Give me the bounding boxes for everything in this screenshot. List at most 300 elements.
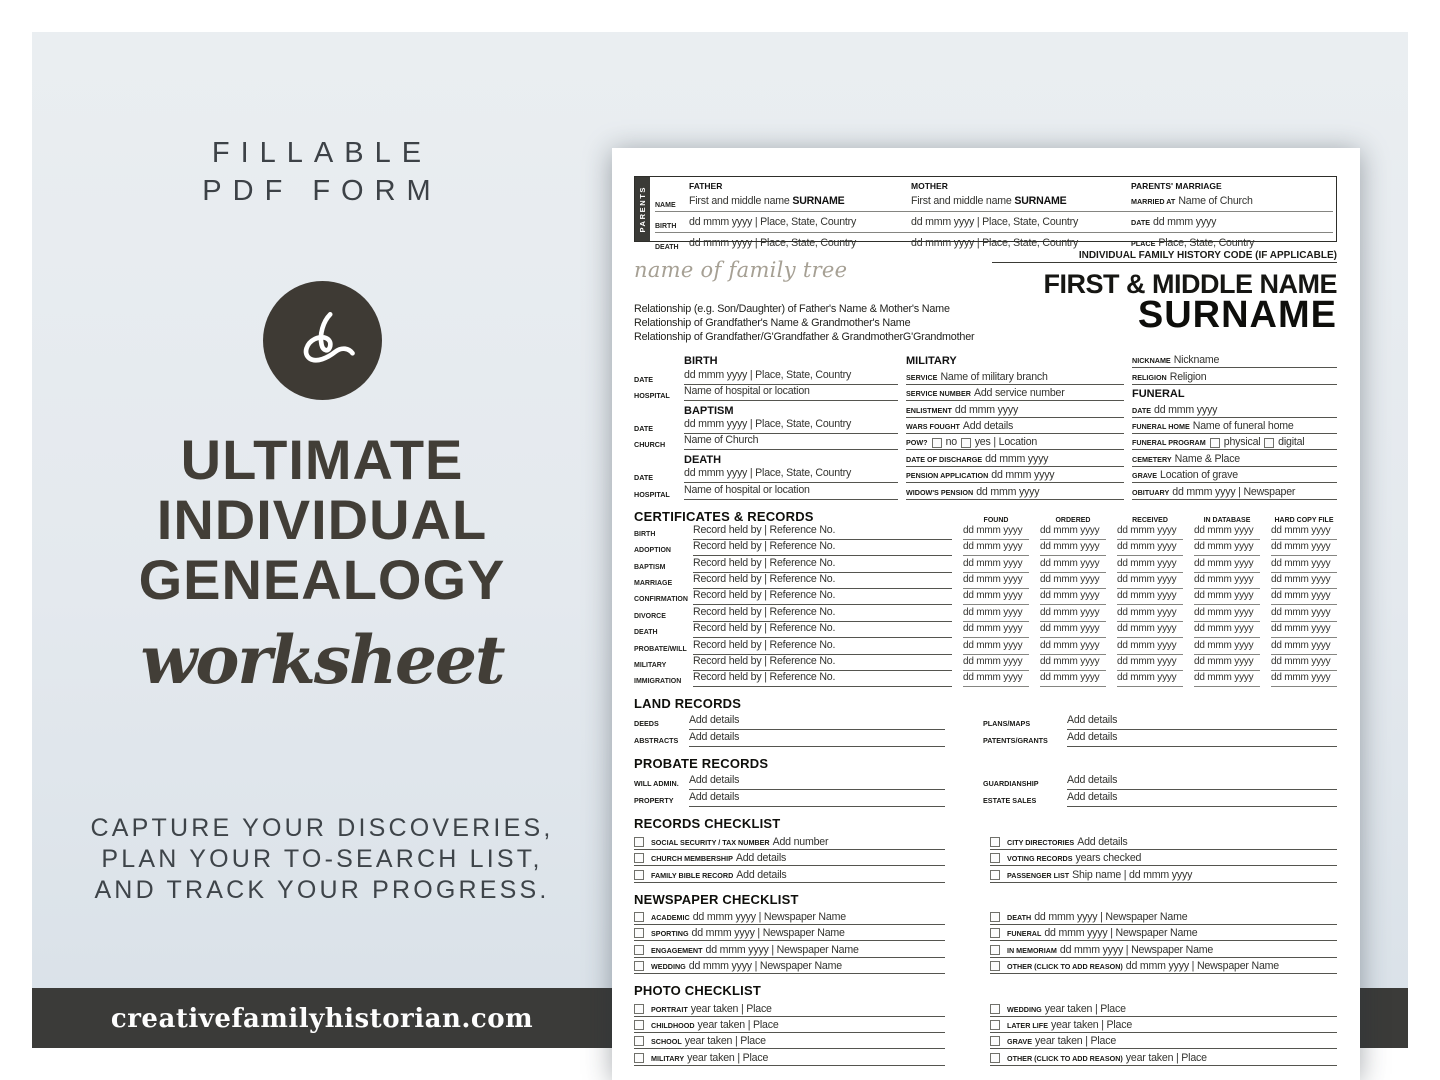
- checkbox[interactable]: [990, 853, 1000, 863]
- text-line: FILLABLE: [211, 137, 433, 169]
- family-tree-name-field[interactable]: name of family tree: [634, 258, 848, 282]
- mother-death-field[interactable]: [911, 233, 1131, 251]
- field-value: Add details: [962, 419, 1014, 432]
- field-label: ESTATE SALES: [983, 796, 1037, 806]
- field-value: dd mmm yyyy: [1040, 639, 1100, 651]
- field-value: dd mmm yyyy: [963, 557, 1023, 569]
- column-header-mother: MOTHER: [911, 181, 948, 191]
- checkbox[interactable]: [990, 945, 1000, 955]
- field-value: Record held by | Reference No.: [693, 589, 836, 602]
- field-label: POW?: [906, 438, 928, 448]
- field-label: GRAVE: [1132, 471, 1158, 481]
- mother-birth-field[interactable]: [911, 212, 1131, 230]
- checklist-row[interactable]: [990, 909, 1337, 925]
- field-label: NICKNAME: [1132, 356, 1171, 366]
- field-value: Add details: [1067, 731, 1118, 744]
- field-line[interactable]: [1132, 418, 1337, 434]
- section-subheader: FUNERAL: [1132, 388, 1185, 401]
- field-value: dd mmm yyyy: [1040, 606, 1100, 618]
- record-holder-field[interactable]: [693, 667, 952, 687]
- form-field-row: [634, 730, 945, 747]
- field-label: ENLISTMENT: [906, 405, 952, 415]
- checkbox[interactable]: [990, 837, 1000, 847]
- field-value: Record held by | Reference No.: [693, 638, 836, 651]
- field-value: dd mmm yyyy: [1194, 672, 1254, 684]
- record-type-label: PROBATE/WILL: [634, 645, 687, 653]
- checklist-row[interactable]: [990, 850, 1337, 866]
- field-label: OTHER (CLICK TO ADD REASON): [1007, 1053, 1123, 1063]
- field-label: DATE: [634, 473, 654, 483]
- parents-table-body: [650, 177, 1336, 251]
- field-line[interactable]: [906, 401, 1124, 417]
- field-value: year taken | Place: [684, 1035, 766, 1048]
- field-value-bold: SURNAME: [1014, 195, 1067, 207]
- field-value: dd mmm yyyy: [963, 672, 1023, 684]
- checklist-row[interactable]: [634, 1017, 945, 1033]
- field-value: dd mmm yyyy: [1117, 557, 1177, 569]
- field-value: dd mmm yyyy: [1271, 656, 1331, 668]
- text-line: INDIVIDUAL: [156, 488, 488, 551]
- acrobat-loop-glyph: [287, 305, 359, 377]
- website-url[interactable]: creativefamilyhistorian.com: [110, 1004, 534, 1034]
- field-value: Record held by | Reference No.: [693, 573, 836, 586]
- field-value: dd mmm yyyy | Newspaper Name: [1034, 910, 1188, 923]
- field-line[interactable]: [906, 483, 1124, 499]
- field-label: DATE: [1132, 405, 1152, 415]
- field-line[interactable]: [906, 385, 1124, 401]
- checkbox[interactable]: [634, 1053, 644, 1063]
- marriage-place-field[interactable]: [1131, 233, 1333, 251]
- field-value: dd mmm yyyy: [1117, 590, 1177, 602]
- checklist-row[interactable]: [634, 909, 945, 925]
- field-label: DATE: [1131, 218, 1151, 227]
- field-value: year taken | Place: [1125, 1051, 1207, 1064]
- field-label: CHURCH: [634, 440, 666, 450]
- section-subheader: BAPTISM: [684, 404, 734, 417]
- checklist-row[interactable]: [990, 958, 1337, 974]
- checkbox[interactable]: [990, 1036, 1000, 1046]
- field-label: DATE OF DISCHARGE: [906, 454, 983, 464]
- field-value: digital: [1278, 436, 1308, 449]
- certificate-row: [634, 671, 1337, 687]
- field-label: ABSTRACTS: [634, 736, 679, 746]
- mother-name-field[interactable]: [911, 191, 1131, 209]
- form-header: [634, 250, 1337, 348]
- field-value: Name & Place: [1174, 452, 1240, 465]
- certificates-rows: [634, 524, 1337, 688]
- checklist-row[interactable]: [990, 941, 1337, 957]
- field-line[interactable]: [684, 467, 898, 483]
- section-title: NEWSPAPER CHECKLIST: [634, 891, 799, 907]
- married-at-field[interactable]: [1131, 191, 1333, 209]
- field-label: FUNERAL: [1007, 929, 1042, 939]
- form-field-row: [983, 730, 1337, 747]
- field-line[interactable]: [1067, 727, 1337, 747]
- field-label: HOSPITAL: [634, 391, 670, 401]
- parents-table: [634, 176, 1337, 251]
- field-label: PATENTS/GRANTS: [983, 736, 1048, 746]
- field-value: | Location: [993, 436, 1038, 449]
- field-label: CITY DIRECTORIES: [1007, 837, 1075, 847]
- field-value: year taken | Place: [690, 1002, 772, 1015]
- records-checklist-section: [634, 833, 1337, 882]
- field-label: IN MEMORIAM: [1007, 945, 1057, 955]
- field-value: dd mmm yyyy | Newspaper Name: [691, 927, 845, 940]
- field-value: Religion: [1169, 370, 1207, 383]
- text-line: PDF FORM: [202, 175, 442, 207]
- field-label: SOCIAL SECURITY / TAX NUMBER: [651, 837, 770, 847]
- field-value: dd mmm yyyy: [976, 485, 1040, 498]
- field-line[interactable]: [1132, 483, 1337, 499]
- checkbox[interactable]: [990, 912, 1000, 922]
- column-header: IN DATABASE: [1203, 516, 1251, 524]
- form-field-row: [634, 790, 945, 807]
- checkbox[interactable]: [990, 1004, 1000, 1014]
- checklist-row[interactable]: [634, 1033, 945, 1049]
- field-line[interactable]: [684, 418, 898, 434]
- field-value: dd mmm yyyy: [1271, 557, 1331, 569]
- checkbox[interactable]: [634, 1036, 644, 1046]
- form-field-row: [634, 418, 898, 434]
- photo-checklist-section: [634, 1000, 1337, 1066]
- form-field-row: [634, 483, 898, 499]
- checklist-row[interactable]: [634, 958, 945, 974]
- marriage-date-field[interactable]: [1131, 212, 1333, 230]
- field-value: dd mmm yyyy: [1117, 672, 1177, 684]
- field-value: dd mmm yyyy: [1040, 574, 1100, 586]
- field-value: year taken | Place: [687, 1051, 769, 1064]
- field-value: Record held by | Reference No.: [693, 556, 836, 569]
- field-value: dd mmm yyyy | Newspaper Name: [688, 960, 842, 973]
- field-line[interactable]: [689, 727, 945, 747]
- father-birth-field[interactable]: [689, 212, 911, 230]
- field-label: GRAVE: [1007, 1037, 1033, 1047]
- text-line: PLAN YOUR TO-SEARCH LIST,: [101, 845, 543, 873]
- field-line[interactable]: [906, 368, 1124, 384]
- text-line: ULTIMATE: [180, 428, 464, 491]
- field-value: Name of hospital or location: [684, 385, 810, 398]
- field-line[interactable]: [684, 368, 898, 384]
- checkbox[interactable]: [1210, 438, 1220, 448]
- checklist-row[interactable]: [634, 925, 945, 941]
- field-value: dd mmm yyyy | Newspaper: [1172, 485, 1296, 498]
- row-label: BIRTH: [655, 223, 677, 230]
- checkbox[interactable]: [961, 438, 971, 448]
- form-field-row: [634, 434, 898, 450]
- section-subheader: BIRTH: [684, 355, 718, 368]
- field-value: Add details: [1067, 791, 1118, 804]
- photo-checklist-right: [990, 1000, 1337, 1066]
- record-type-label: DEATH: [634, 629, 658, 637]
- field-label: SERVICE: [906, 372, 938, 382]
- field-value: Add number: [772, 835, 829, 848]
- form-field-row: [634, 385, 898, 401]
- field-label: MARRIED AT: [1131, 197, 1176, 206]
- section-title: PHOTO CHECKLIST: [634, 983, 761, 999]
- field-value: dd mmm yyyy | Place, State, Country: [689, 216, 857, 228]
- form-field-row: [634, 368, 898, 384]
- checklist-row[interactable]: [990, 925, 1337, 941]
- record-type-label: MILITARY: [634, 662, 667, 670]
- section-subheader: MILITARY: [906, 355, 957, 368]
- field-value: dd mmm yyyy: [1117, 656, 1177, 668]
- probate-records-right: [983, 773, 1337, 807]
- text-line: Relationship of Grandfather/G'Grandfather & GrandmotherG'Grandmother: [634, 330, 975, 343]
- checklist-row[interactable]: [634, 866, 945, 882]
- section-title: LAND RECORDS: [634, 696, 742, 712]
- field-value: dd mmm yyyy | Place, State, Country: [684, 417, 852, 430]
- checkbox[interactable]: [990, 961, 1000, 971]
- row-label: NAME: [655, 202, 676, 209]
- field-line[interactable]: [1132, 352, 1337, 368]
- field-value: dd mmm yyyy: [1271, 524, 1331, 536]
- family-history-code-field[interactable]: INDIVIDUAL FAMILY HISTORY CODE (IF APPLICABLE): [992, 250, 1337, 263]
- checklist-row[interactable]: [634, 1049, 945, 1065]
- field-value: Record held by | Reference No.: [693, 605, 836, 618]
- field-line[interactable]: [684, 434, 898, 450]
- checklist-row[interactable]: [634, 833, 945, 849]
- checkbox[interactable]: [634, 961, 644, 971]
- checklist-row[interactable]: [634, 850, 945, 866]
- column-header-father: FATHER: [689, 181, 723, 191]
- field-value: dd mmm yyyy | Newspaper Name: [705, 943, 859, 956]
- record-type-label: BIRTH: [634, 530, 656, 538]
- field-value: dd mmm yyyy: [1117, 524, 1177, 536]
- field-value: Add details: [689, 774, 740, 787]
- first-middle-name-field[interactable]: FIRST & MIDDLE NAME: [1043, 269, 1337, 299]
- eyebrow-text: [32, 134, 612, 210]
- probate-records-section: [634, 773, 1337, 807]
- section-subheader: DEATH: [684, 453, 722, 466]
- checkbox[interactable]: [634, 945, 644, 955]
- checklist-row[interactable]: [990, 866, 1337, 882]
- field-value: dd mmm yyyy | Place, State, Country: [911, 237, 1079, 249]
- checkbox[interactable]: [634, 853, 644, 863]
- checkbox[interactable]: [990, 1020, 1000, 1030]
- field-value: Record held by | Reference No.: [693, 540, 836, 553]
- field-value: Name of Church: [1178, 195, 1253, 207]
- field-value: dd mmm yyyy: [1040, 590, 1100, 602]
- checkbox[interactable]: [634, 1004, 644, 1014]
- product-title-script: worksheet: [140, 621, 504, 699]
- field-label: OBITUARY: [1132, 487, 1170, 497]
- section-title: CERTIFICATES & RECORDS: [634, 508, 814, 524]
- military-column: [906, 352, 1124, 500]
- tagline: [32, 813, 612, 906]
- checklist-row[interactable]: [990, 833, 1337, 849]
- text-line: GENEALOGY: [138, 548, 506, 611]
- field-line[interactable]: [1132, 434, 1337, 450]
- field-value: dd mmm yyyy | Place, State, Country: [911, 216, 1079, 228]
- field-value: dd mmm yyyy: [1271, 606, 1331, 618]
- field-label: MILITARY: [651, 1053, 685, 1063]
- field-value: dd mmm yyyy: [954, 403, 1019, 416]
- checkbox[interactable]: [634, 912, 644, 922]
- field-value: dd mmm yyyy: [1271, 672, 1331, 684]
- field-line[interactable]: [906, 418, 1124, 434]
- parents-side-label: [635, 177, 650, 241]
- father-name-field[interactable]: [689, 191, 911, 209]
- product-title: [32, 430, 612, 610]
- field-label: FUNERAL PROGRAM: [1132, 438, 1206, 448]
- checklist-row[interactable]: [990, 1033, 1337, 1049]
- field-label: PENSION APPLICATION: [906, 471, 989, 481]
- field-value: dd mmm yyyy: [1194, 590, 1254, 602]
- field-value: dd mmm yyyy: [1117, 541, 1177, 553]
- field-label: ACADEMIC: [651, 912, 690, 922]
- field-label: FUNERAL HOME: [1132, 421, 1190, 431]
- field-value: First and middle name: [689, 195, 793, 207]
- field-value: dd mmm yyyy: [1117, 623, 1177, 635]
- father-death-field[interactable]: [689, 233, 911, 251]
- checkbox[interactable]: [634, 837, 644, 847]
- field-label: HOSPITAL: [634, 489, 670, 499]
- record-type-label: ADOPTION: [634, 547, 671, 555]
- checkbox[interactable]: [1264, 438, 1274, 448]
- checkbox[interactable]: [634, 870, 644, 880]
- vitals-section: [634, 352, 1337, 500]
- field-value: Name of military branch: [940, 370, 1048, 383]
- field-value: dd mmm yyyy: [1194, 639, 1254, 651]
- field-value: dd mmm yyyy: [1271, 574, 1331, 586]
- records-checklist-left: [634, 833, 945, 882]
- field-line[interactable]: [684, 385, 898, 401]
- field-line[interactable]: [906, 450, 1124, 466]
- checkbox[interactable]: [990, 1053, 1000, 1063]
- field-value: Add details: [1067, 774, 1118, 787]
- checkbox[interactable]: [634, 928, 644, 938]
- field-value: dd mmm yyyy: [1271, 541, 1331, 553]
- nickname-funeral-column: [1132, 352, 1337, 500]
- field-value: dd mmm yyyy: [1117, 574, 1177, 586]
- date-field[interactable]: [1271, 667, 1337, 687]
- checklist-row[interactable]: [990, 1000, 1337, 1016]
- parents-name-row: [655, 191, 1333, 212]
- parents-birth-row: [655, 212, 1333, 233]
- checklist-row[interactable]: [990, 1017, 1337, 1033]
- field-label: DATE: [634, 423, 654, 433]
- field-value: year taken | Place: [1044, 1002, 1126, 1015]
- field-value: dd mmm yyyy: [963, 656, 1023, 668]
- field-value: dd mmm yyyy: [1040, 524, 1100, 536]
- checkbox[interactable]: [634, 1020, 644, 1030]
- date-field[interactable]: [1040, 667, 1106, 687]
- field-value: dd mmm yyyy: [963, 623, 1023, 635]
- field-line[interactable]: [906, 467, 1124, 483]
- field-value: dd mmm yyyy: [1271, 590, 1331, 602]
- field-value: Record held by | Reference No.: [693, 671, 836, 684]
- checkbox[interactable]: [932, 438, 942, 448]
- field-value: dd mmm yyyy: [963, 639, 1023, 651]
- checkbox[interactable]: [990, 870, 1000, 880]
- field-value: dd mmm yyyy: [1040, 672, 1100, 684]
- date-field[interactable]: [963, 667, 1029, 687]
- field-value: dd mmm yyyy | Newspaper Name: [692, 910, 846, 923]
- field-label: OTHER (CLICK TO ADD REASON): [1007, 962, 1123, 972]
- field-label: PLACE: [1131, 239, 1156, 248]
- field-label: SERVICE NUMBER: [906, 389, 971, 399]
- field-label: SCHOOL: [651, 1037, 682, 1047]
- field-label: LATER LIFE: [1007, 1020, 1048, 1030]
- field-line[interactable]: [1132, 467, 1337, 483]
- field-value: Place, State, Country: [1158, 237, 1255, 249]
- field-label: SPORTING: [651, 929, 689, 939]
- field-value: dd mmm yyyy: [1194, 557, 1254, 569]
- field-label: CHURCH MEMBERSHIP: [651, 854, 733, 864]
- field-value: dd mmm yyyy | Place, State, Country: [684, 368, 852, 381]
- records-checklist-right: [990, 833, 1337, 882]
- field-value: dd mmm yyyy | Newspaper Name: [1125, 960, 1279, 973]
- field-line[interactable]: [1067, 787, 1337, 807]
- record-type-label: MARRIAGE: [634, 580, 673, 588]
- field-line[interactable]: [689, 787, 945, 807]
- field-value: dd mmm yyyy: [1117, 639, 1177, 651]
- field-value: Location of grave: [1160, 469, 1238, 482]
- field-label: CHILDHOOD: [651, 1020, 695, 1030]
- field-value: year taken | Place: [697, 1018, 779, 1031]
- field-label: VOTING RECORDS: [1007, 854, 1073, 864]
- field-value: Add details: [1077, 835, 1128, 848]
- birth-baptism-death-column: [634, 352, 898, 500]
- field-value: year taken | Place: [1051, 1018, 1133, 1031]
- date-field[interactable]: [1117, 667, 1183, 687]
- land-records-right: [983, 713, 1337, 747]
- checkbox[interactable]: [990, 928, 1000, 938]
- field-value: Name of hospital or location: [684, 483, 810, 496]
- field-value: year taken | Place: [1035, 1035, 1117, 1048]
- field-value: dd mmm yyyy: [963, 590, 1023, 602]
- field-value: dd mmm yyyy | Newspaper Name: [1059, 943, 1214, 956]
- column-header: ORDERED: [1055, 516, 1091, 524]
- checklist-row[interactable]: [990, 1049, 1337, 1065]
- date-field[interactable]: [1194, 667, 1260, 687]
- field-value: years checked: [1075, 852, 1142, 865]
- pdf-form-page: [612, 148, 1360, 1080]
- parents-header-row: [655, 177, 1333, 191]
- field-line[interactable]: [1132, 368, 1337, 384]
- field-line[interactable]: [906, 434, 1124, 450]
- field-label: RELIGION: [1132, 372, 1167, 382]
- field-value: dd mmm yyyy: [1194, 524, 1254, 536]
- left-panel: [32, 32, 612, 1048]
- field-value: dd mmm yyyy: [1153, 216, 1217, 228]
- field-value: dd mmm yyyy: [1194, 623, 1254, 635]
- field-value: dd mmm yyyy: [963, 541, 1023, 553]
- text-line: CAPTURE YOUR DISCOVERIES,: [90, 814, 554, 842]
- field-value: Add details: [1067, 714, 1118, 727]
- field-line[interactable]: [684, 483, 898, 499]
- checklist-row[interactable]: [634, 1000, 945, 1016]
- field-value: dd mmm yyyy: [1194, 574, 1254, 586]
- field-value: Name of Church: [684, 434, 759, 447]
- field-line[interactable]: [1132, 401, 1337, 417]
- field-value: Record held by | Reference No.: [693, 622, 836, 635]
- field-label: DATE: [634, 374, 654, 384]
- form-field-row: [634, 467, 898, 483]
- field-value: Name of funeral home: [1192, 419, 1294, 432]
- field-value: dd mmm yyyy: [963, 574, 1023, 586]
- surname-field[interactable]: SURNAME: [1137, 294, 1337, 336]
- field-value: dd mmm yyyy | Place, State, Country: [684, 467, 852, 480]
- field-value: dd mmm yyyy: [991, 469, 1055, 482]
- checklist-row[interactable]: [634, 941, 945, 957]
- field-value: dd mmm yyyy: [1194, 656, 1254, 668]
- field-value: Add service number: [973, 387, 1065, 400]
- field-label: WIDOW'S PENSION: [906, 487, 974, 497]
- field-line[interactable]: [1132, 450, 1337, 466]
- field-label: PASSENGER LIST: [1007, 870, 1070, 880]
- field-value: Nickname: [1173, 354, 1220, 367]
